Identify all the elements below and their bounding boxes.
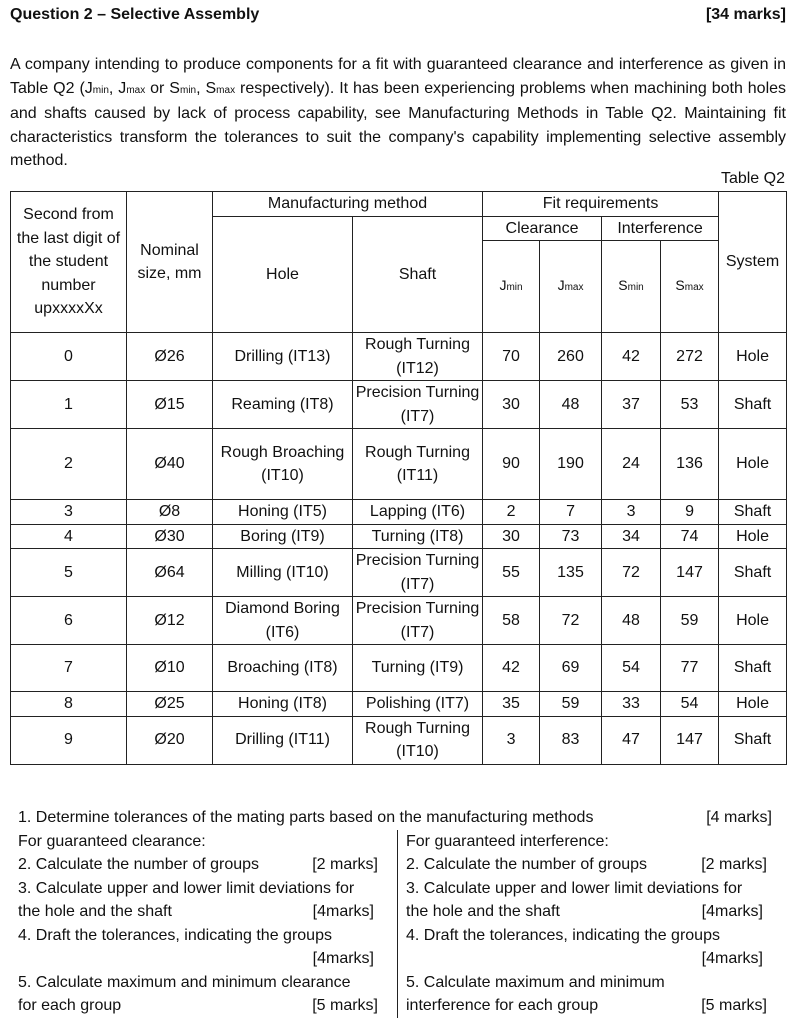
header-jmax: Jmax	[540, 241, 602, 333]
table-row: 1 Ø15 Reaming (IT8) Precision Turning (IT7) 30 48 37 53 Shaft	[11, 381, 787, 429]
intro-paragraph: A company intending to produce components for a fit with guaranteed clearance and interference as given in Table Q2 (Jmin, Jmax or Smin, Smax respectively). It has been experiencing problems when machining both holes and shafts caused by lack of process capability, see Manufacturing Methods in Table Q2. Maintaining fit characteristics transform the tolerances to suit the company's capability implementing selective assembly method.	[10, 56, 787, 169]
table-row: 3 Ø8 Honing (IT5) Lapping (IT6) 2 7 3 9 Shaft	[11, 500, 787, 525]
header-smin: Smin	[602, 241, 661, 333]
question-header	[10, 6, 786, 28]
interference-tasks: For guaranteed interference: 2. Calculate the number of groups [2 marks] 3. Calculate upper and lower limit deviations for the hole and the shaft [4marks] 4. Draft the tolerances, indicating the groups [4marks] 5. Calculate maximum and minimum interference for each group [5 marks]	[406, 832, 767, 1014]
task-1: 1. Determine tolerances of the mating parts based on the manufacturing methods [4 marks]	[18, 809, 772, 826]
header-interference: Interference	[602, 216, 719, 241]
table-row: 4 Ø30 Boring (IT9) Turning (IT8) 30 73 34 74 Hole	[11, 524, 787, 549]
header-hole: Hole	[213, 216, 353, 333]
header-jmin: Jmin	[483, 241, 540, 333]
table-row: 0 Ø26 Drilling (IT13) Rough Turning (IT12) 70 260 42 272 Hole	[11, 333, 787, 381]
header-system: System	[719, 192, 787, 333]
table-row: 6 Ø12 Diamond Boring (IT6) Precision Turning (IT7) 58 72 48 59 Hole	[11, 597, 787, 645]
table-q2	[10, 191, 787, 765]
question-title: Question 2 – Selective Assembly	[10, 6, 260, 23]
task-list	[18, 806, 780, 1018]
table-row: 9 Ø20 Drilling (IT11) Rough Turning (IT10) 3 83 47 147 Shaft	[11, 716, 787, 764]
header-manufacturing: Manufacturing method	[213, 192, 483, 217]
header-fit: Fit requirements	[483, 192, 719, 217]
table-row: 7 Ø10 Broaching (IT8) Turning (IT9) 42 69 54 77 Shaft	[11, 645, 787, 692]
header-clearance: Clearance	[483, 216, 602, 241]
question-marks: [34 marks]	[705, 6, 786, 23]
table-row: 8 Ø25 Honing (IT8) Polishing (IT7) 35 59 33 54 Hole	[11, 692, 787, 717]
clearance-tasks: For guaranteed clearance: 2. Calculate the number of groups [2 marks] 3. Calculate upper and lower limit deviations for the hole and the shaft [4marks] 4. Draft the tolerances, indicating the groups [4marks] 5. Calculate maximum and minimum clearance for each group [5 marks]	[18, 832, 378, 1014]
header-digit: Second from the last digit of the student number upxxxxXx	[11, 192, 127, 333]
table-caption: Table Q2	[720, 170, 785, 187]
header-nominal: Nominal size, mm	[127, 192, 213, 333]
header-shaft: Shaft	[353, 216, 483, 333]
header-smax: Smax	[661, 241, 719, 333]
column-divider	[397, 830, 398, 1018]
table-row: 5 Ø64 Milling (IT10) Precision Turning (IT7) 55 135 72 147 Shaft	[11, 549, 787, 597]
table-row: 2 Ø40 Rough Broaching (IT10) Rough Turning (IT11) 90 190 24 136 Hole	[11, 429, 787, 500]
